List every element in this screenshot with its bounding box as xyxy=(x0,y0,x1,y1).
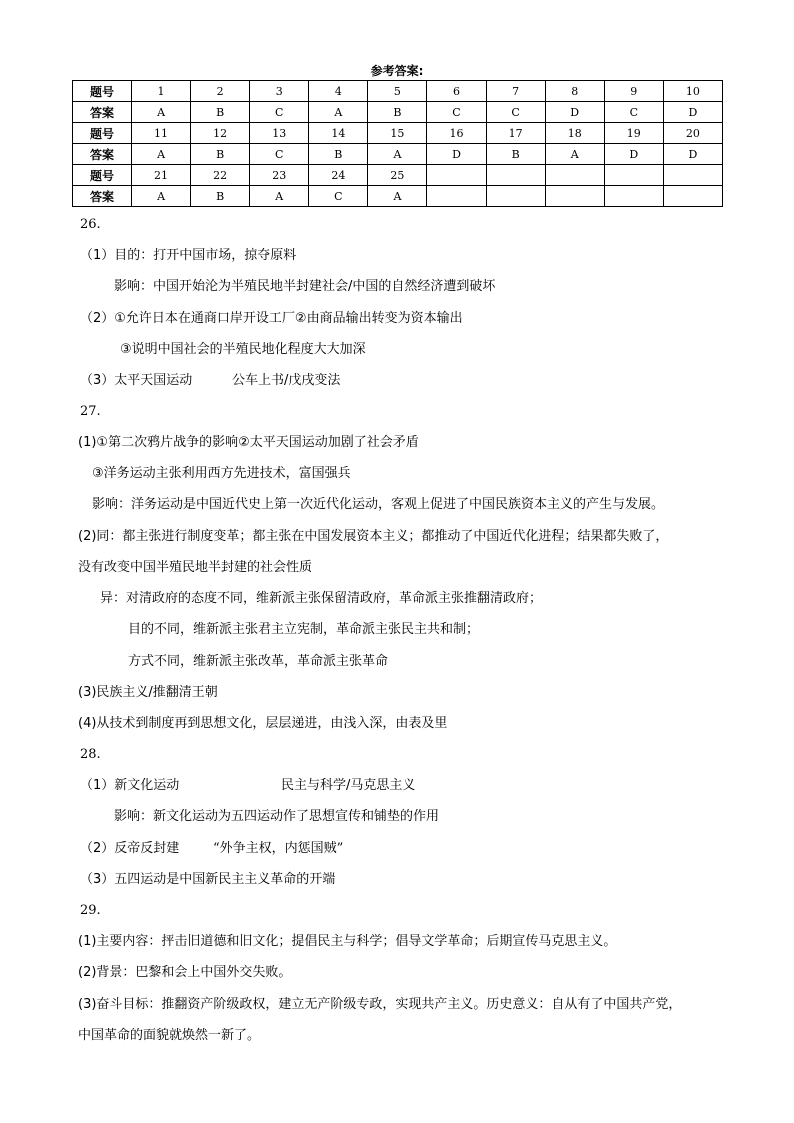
table-cell: C xyxy=(250,144,309,165)
table-cell: 18 xyxy=(545,123,604,144)
q27-part2-diff-line3: 方式不同，维新派主张改革，革命派主张革命 xyxy=(128,654,389,669)
table-cell: A xyxy=(132,102,191,123)
page-title: 参考答案: xyxy=(370,64,424,78)
q26-part3-a: （3）太平天国运动 xyxy=(80,373,193,388)
row-label: 题号 xyxy=(73,165,132,186)
table-cell xyxy=(486,186,545,207)
table-cell: 11 xyxy=(132,123,191,144)
table-cell xyxy=(663,186,722,207)
table-cell: D xyxy=(604,144,663,165)
q27-part1-impact: 影响：洋务运动是中国近代史上第一次近代化运动，客观上促进了中国民族资本主义的产生与发展。 xyxy=(92,497,665,512)
q28-part2-a: （2）反帝反封建 xyxy=(80,841,180,856)
table-cell: C xyxy=(250,102,309,123)
table-cell: C xyxy=(604,102,663,123)
table-cell: 3 xyxy=(250,81,309,102)
q27-part2-diff-line1: 异：对清政府的态度不同，维新派主张保留清政府，革命派主张推翻清政府； xyxy=(100,591,543,606)
q27-part2-same-line1: (2)同：都主张进行制度变革；都主张在中国发展资本主义；都推动了中国近代化进程；结果都失败了， xyxy=(78,529,669,544)
q26-part1-impact: 影响：中国开始沦为半殖民地半封建社会/中国的自然经济遭到破坏 xyxy=(114,279,496,294)
q27-part1-line2: ③洋务运动主张利用西方先进技术，富国强兵 xyxy=(92,466,351,481)
table-cell: 20 xyxy=(663,123,722,144)
q28-part1-impact: 影响：新文化运动为五四运动作了思想宣传和铺垫的作用 xyxy=(114,809,440,824)
table-cell: 24 xyxy=(309,165,368,186)
table-cell: B xyxy=(191,186,250,207)
row-label: 答案 xyxy=(73,144,132,165)
table-cell: 9 xyxy=(604,81,663,102)
table-cell: B xyxy=(368,102,427,123)
table-row xyxy=(73,165,723,186)
table-cell: 22 xyxy=(191,165,250,186)
q28-part1-b: 民主与科学/马克思主义 xyxy=(281,778,416,793)
table-cell xyxy=(604,186,663,207)
table-cell: 15 xyxy=(368,123,427,144)
table-cell: 8 xyxy=(545,81,604,102)
table-cell: 16 xyxy=(427,123,486,144)
table-cell: A xyxy=(309,102,368,123)
q28-part2-b: “外争主权，内惩国贼” xyxy=(213,841,344,856)
q26-part2-line2: ③说明中国社会的半殖民地化程度大大加深 xyxy=(120,342,366,357)
table-cell xyxy=(427,186,486,207)
table-cell: 6 xyxy=(427,81,486,102)
table-cell xyxy=(663,165,722,186)
table-cell: C xyxy=(427,102,486,123)
q29-part3-line1: (3)奋斗目标：推翻资产阶级政权，建立无产阶级专政，实现共产主义。历史意义：自从有了中国共产党， xyxy=(78,997,682,1012)
table-cell: 1 xyxy=(132,81,191,102)
q27-part1-line1: (1)①第二次鸦片战争的影响②太平天国运动加剧了社会矛盾 xyxy=(78,435,419,450)
table-cell xyxy=(545,186,604,207)
table-cell: B xyxy=(191,144,250,165)
q28-number: 28. xyxy=(80,747,101,762)
table-cell xyxy=(486,165,545,186)
table-cell: 10 xyxy=(663,81,722,102)
table-cell: A xyxy=(545,144,604,165)
answer-table xyxy=(72,80,723,207)
q27-part2-diff-line2: 目的不同，维新派主张君主立宪制，革命派主张民主共和制； xyxy=(128,622,480,637)
table-cell: 5 xyxy=(368,81,427,102)
table-row xyxy=(73,144,723,165)
row-label: 题号 xyxy=(73,81,132,102)
q26-part3-b: 公车上书/戊戌变法 xyxy=(232,373,341,388)
q27-number: 27. xyxy=(80,404,101,419)
table-cell: B xyxy=(309,144,368,165)
q26-number: 26. xyxy=(80,217,101,232)
table-cell: C xyxy=(486,102,545,123)
table-cell: 17 xyxy=(486,123,545,144)
table-cell: 13 xyxy=(250,123,309,144)
q29-part3-line2: 中国革命的面貌就焕然一新了。 xyxy=(78,1028,261,1043)
q29-part2: (2)背景：巴黎和会上中国外交失败。 xyxy=(78,965,292,980)
table-row xyxy=(73,102,723,123)
table-cell: 12 xyxy=(191,123,250,144)
q26-part2-line1: （2）①允许日本在通商口岸开设工厂②由商品输出转变为资本输出 xyxy=(80,311,463,326)
q28-part1-a: （1）新文化运动 xyxy=(80,778,180,793)
table-cell: 7 xyxy=(486,81,545,102)
table-cell: A xyxy=(132,186,191,207)
table-cell: D xyxy=(663,144,722,165)
row-label: 答案 xyxy=(73,102,132,123)
table-row xyxy=(73,123,723,144)
table-cell: A xyxy=(250,186,309,207)
table-row xyxy=(73,186,723,207)
table-cell xyxy=(604,165,663,186)
table-cell: 14 xyxy=(309,123,368,144)
table-cell: 21 xyxy=(132,165,191,186)
q29-part1: (1)主要内容：抨击旧道德和旧文化；提倡民主与科学；倡导文学革命；后期宣传马克思主义。 xyxy=(78,934,617,949)
table-cell: C xyxy=(309,186,368,207)
row-label: 题号 xyxy=(73,123,132,144)
table-cell: B xyxy=(191,102,250,123)
table-cell: 4 xyxy=(309,81,368,102)
table-cell: D xyxy=(545,102,604,123)
q28-part3: （3）五四运动是中国新民主主义革命的开端 xyxy=(80,872,336,887)
q27-part4: (4)从技术到制度再到思想文化，层层递进，由浅入深，由表及里 xyxy=(78,716,448,731)
table-cell: 2 xyxy=(191,81,250,102)
row-label: 答案 xyxy=(73,186,132,207)
q26-part1-purpose: （1）目的：打开中国市场，掠夺原料 xyxy=(80,248,297,263)
table-cell: A xyxy=(368,186,427,207)
table-cell: 19 xyxy=(604,123,663,144)
q29-number: 29. xyxy=(80,903,101,918)
table-cell xyxy=(545,165,604,186)
table-cell: D xyxy=(427,144,486,165)
table-cell: B xyxy=(486,144,545,165)
q27-part2-same-line2: 没有改变中国半殖民地半封建的社会性质 xyxy=(78,560,313,575)
table-cell: D xyxy=(663,102,722,123)
table-cell xyxy=(427,165,486,186)
q27-part3: (3)民族主义/推翻清王朝 xyxy=(78,685,218,700)
table-cell: A xyxy=(132,144,191,165)
table-row xyxy=(73,81,723,102)
table-cell: 23 xyxy=(250,165,309,186)
table-cell: 25 xyxy=(368,165,427,186)
table-cell: A xyxy=(368,144,427,165)
